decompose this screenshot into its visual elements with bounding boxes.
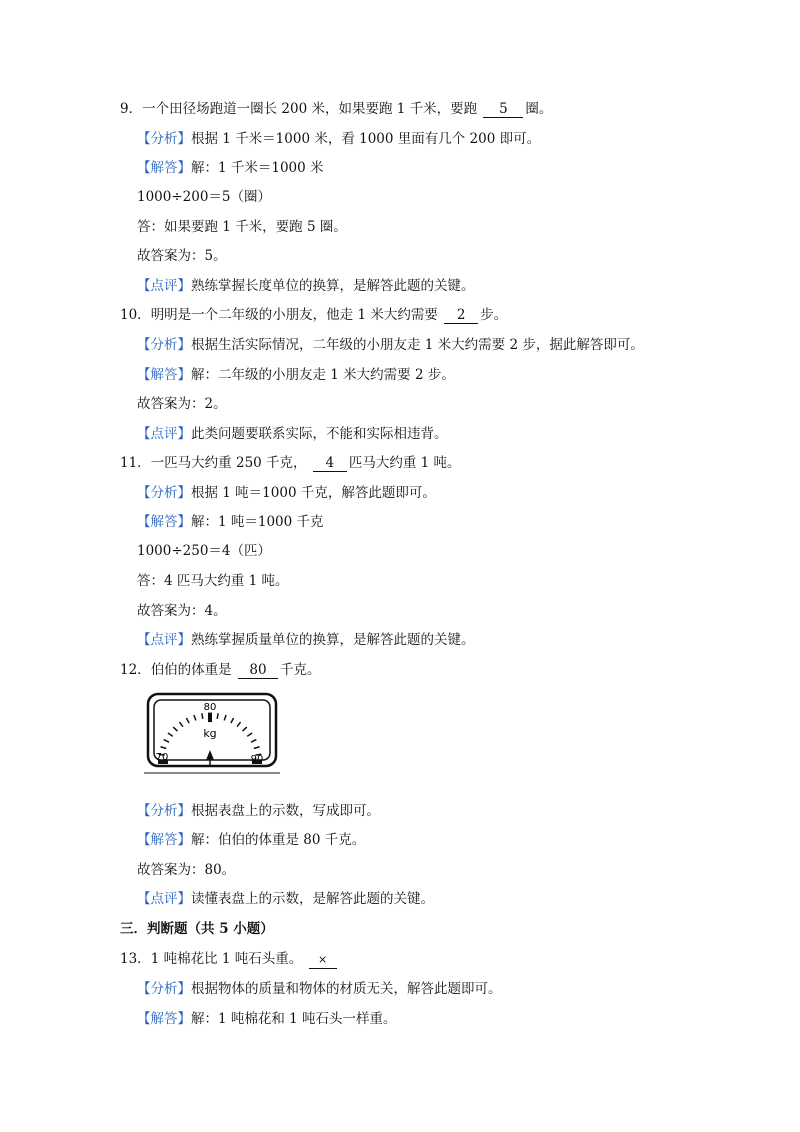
q9-solution [137, 159, 324, 177]
q12-number: 12． [120, 662, 151, 678]
q9-calc: 1000÷200＝5（圈） [137, 189, 272, 205]
q10-final: 故答案为：2。 [137, 396, 227, 412]
q12-final: 故答案为：80。 [137, 862, 236, 878]
q13-solution [137, 1010, 397, 1028]
q9-analysis-text: 根据 1 千米＝1000 米，看 1000 里面有几个 200 即可。 [191, 131, 541, 147]
scale-dial-figure [144, 690, 284, 780]
q9-text-after: 圈。 [525, 101, 553, 117]
q10-number: 10． [120, 307, 151, 323]
comment-tag: 【点评】 [137, 278, 191, 294]
solution-tag: 【解答】 [137, 367, 191, 383]
scale-label-top: 80 [203, 702, 217, 713]
q11-text-after: 匹马大约重 1 吨。 [348, 455, 461, 471]
analysis-tag: 【分析】 [137, 485, 191, 501]
solution-tag: 【解答】 [137, 1011, 191, 1027]
q11-question [120, 454, 461, 472]
q10-text: 明明是一个二年级的小朋友，他走 1 米大约需要 [150, 307, 438, 323]
scale-tick [217, 713, 218, 719]
q11-final: 故答案为：4。 [137, 603, 227, 619]
q11-number: 11． [120, 455, 151, 471]
comment-tag: 【点评】 [137, 426, 191, 442]
q11-analysis-text: 根据 1 吨＝1000 千克，解答此题即可。 [191, 485, 436, 501]
q10-solution [137, 366, 455, 384]
q12-comment-text: 读懂表盘上的示数，是解答此题的关键。 [191, 891, 434, 907]
q9-answer-blank: 5 [483, 101, 523, 118]
scale-label-left: 70 [155, 752, 169, 763]
q11-analysis [137, 484, 436, 502]
solution-tag: 【解答】 [137, 832, 191, 848]
solution-tag: 【解答】 [137, 160, 191, 176]
q11-comment-text: 熟练掌握质量单位的换算，是解答此题的关键。 [191, 632, 475, 648]
q11-solution-text: 解：1 吨＝1000 千克 [191, 514, 324, 530]
section-title: 三．判断题（共 5 小题） [120, 921, 274, 937]
q9-analysis [137, 130, 540, 148]
q9-number: 9． [120, 101, 143, 117]
q12-answer-blank: 80 [238, 662, 278, 679]
q12-text-after: 千克。 [279, 662, 321, 678]
q11-text: 一匹马大约重 250 千克， [150, 455, 307, 471]
analysis-tag: 【分析】 [137, 337, 191, 353]
comment-tag: 【点评】 [137, 632, 191, 648]
solution-tag: 【解答】 [137, 514, 191, 530]
q10-comment [137, 425, 448, 443]
q13-analysis-text: 根据物体的质量和物体的材质无关，解答此题即可。 [191, 981, 502, 997]
q10-text-after: 步。 [480, 307, 508, 323]
q10-question [120, 306, 507, 324]
q12-analysis-text: 根据表盘上的示数，写成即可。 [191, 803, 380, 819]
q11-calc: 1000÷250＝4（匹） [137, 543, 272, 559]
q12-analysis [137, 802, 380, 820]
scale-label-right: 90 [250, 754, 264, 765]
analysis-tag: 【分析】 [137, 981, 191, 997]
q12-text: 伯伯的体重是 [150, 662, 232, 678]
q13-text: 1 吨棉花比 1 吨石头重。 [150, 951, 303, 967]
q10-comment-text: 此类问题要联系实际，不能和实际相违背。 [191, 426, 448, 442]
q10-answer-blank: 2 [444, 307, 478, 324]
q9-final: 故答案为：5。 [137, 248, 227, 264]
q10-analysis [137, 336, 644, 354]
q9-comment [137, 277, 475, 295]
q9-question [120, 100, 552, 118]
scale-unit: kg [203, 727, 217, 740]
q12-comment [137, 890, 434, 908]
q10-analysis-text: 根据生活实际情况，二年级的小朋友走 1 米大约需要 2 步，据此解答即可。 [191, 337, 644, 353]
q12-question [120, 661, 320, 679]
q13-solution-text: 解：1 吨棉花和 1 吨石头一样重。 [191, 1011, 397, 1027]
comment-tag: 【点评】 [137, 891, 191, 907]
q11-solution [137, 513, 324, 531]
q11-comment [137, 631, 475, 649]
q13-question [120, 950, 339, 969]
q9-reply: 答：如果要跑 1 千米，要跑 5 圈。 [137, 219, 347, 235]
q9-comment-text: 熟练掌握长度单位的换算，是解答此题的关键。 [191, 278, 475, 294]
q12-solution [137, 831, 365, 849]
q11-answer-blank: 4 [313, 455, 347, 472]
q13-answer-blank: × [309, 952, 337, 969]
analysis-tag: 【分析】 [137, 131, 191, 147]
q13-number: 13． [120, 951, 151, 967]
scale-tick [202, 713, 203, 719]
analysis-tag: 【分析】 [137, 803, 191, 819]
q11-reply: 答：4 匹马大约重 1 吨。 [137, 573, 289, 589]
q9-solution-text: 解：1 千米＝1000 米 [191, 160, 324, 176]
q13-analysis [137, 980, 502, 998]
q9-text: 一个田径场跑道一圈长 200 米，如果要跑 1 千米，要跑 [142, 101, 478, 117]
q12-solution-text: 解：伯伯的体重是 80 千克。 [191, 832, 366, 848]
q10-solution-text: 解：二年级的小朋友走 1 米大约需要 2 步。 [191, 367, 455, 383]
